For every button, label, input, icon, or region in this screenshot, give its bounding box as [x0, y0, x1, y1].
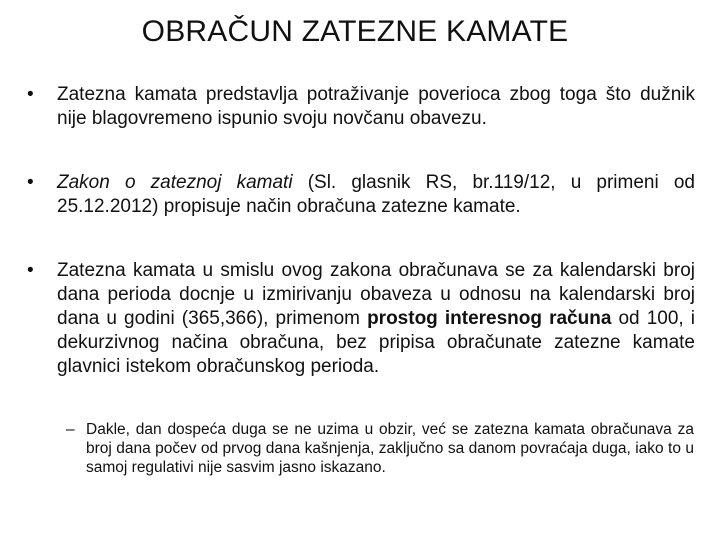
bullet-item-1 — [27, 83, 695, 131]
law-title: Zakon o zateznoj kamati — [57, 172, 293, 193]
bullet-text-body: (Sl. glasnik RS, br.119/12, u primeni od 25.12.2012) propisuje način obračuna zatezne kamate. — [57, 172, 695, 217]
bullet-text — [57, 259, 695, 379]
bullet-text-body-cont: od 100, i dekurzivnog načina obračuna, bez pripisa obračunate zatezne kamate glavnici istekom obračunskog perioda. — [57, 308, 696, 377]
bullet-text-body: Zatezna kamata predstavlja potraživanje poverioca zbog toga što dužnik nije blagovremeno ispunio svoju novčanu obavezu. — [57, 84, 695, 129]
bullet-icon: • — [27, 84, 34, 105]
bullet-item-3 — [27, 259, 695, 379]
bullet-text-body: Zatezna kamata u smislu ovog zakona obračunava se za kalendarski broj dana perioda docnje u izmirivanju obaveza u odnosu na kalendarski broj dana u godini (365,366), primenom — [57, 260, 695, 329]
bullet-text — [57, 171, 695, 219]
sub-bullet-item — [66, 420, 694, 477]
bold-term: prostog interesnog računa — [367, 308, 612, 329]
slide-title: OBRAČUN ZATEZNE KAMATE — [141, 15, 569, 48]
bullet-icon: • — [27, 260, 34, 281]
dash-icon: – — [66, 421, 75, 438]
sub-bullet-text: Dakle, dan dospeća duga se ne uzima u obzir, već se zatezna kamata obračunava za broj dana počev od prvog dana kašnjenja, zaključno sa danom povraćaja duga, iako to u samoj regulativi nije sasvim jasno iskazano. — [86, 421, 694, 476]
bullet-text — [57, 83, 695, 131]
bullet-icon: • — [27, 172, 34, 193]
bullet-item-2 — [27, 171, 695, 219]
